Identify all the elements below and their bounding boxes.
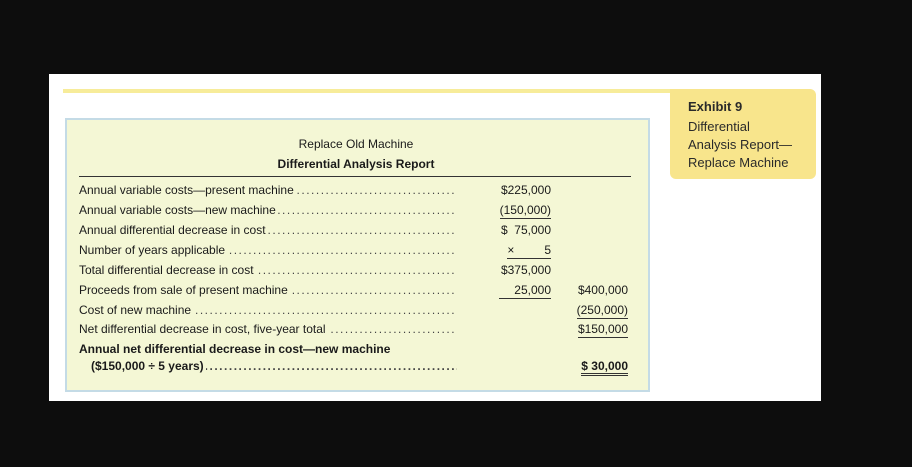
report-row bbox=[67, 303, 650, 321]
row-value-col1: (150,000) bbox=[499, 203, 551, 217]
report-row bbox=[67, 203, 650, 221]
row-label: Annual variable costs—new machine bbox=[79, 203, 276, 217]
row-label: Total differential decrease in cost bbox=[79, 263, 254, 277]
top-accent-rule bbox=[63, 89, 673, 93]
report-title: Replace Old Machine bbox=[298, 137, 414, 151]
row-label: Annual variable costs—present machine bbox=[79, 183, 294, 197]
exhibit-title: Exhibit 9 bbox=[688, 99, 743, 114]
row-value-col2: $ 30,000 bbox=[581, 359, 628, 376]
report-row bbox=[67, 283, 650, 301]
report-row bbox=[67, 322, 650, 340]
report-subtitle: Differential Analysis Report bbox=[277, 157, 435, 171]
report-row bbox=[67, 243, 650, 261]
report-row bbox=[67, 342, 650, 360]
header-rule bbox=[79, 176, 631, 177]
row-value-col1: $ 75,000 bbox=[500, 223, 551, 237]
row-value-col1: $225,000 bbox=[500, 183, 551, 197]
row-label: Number of years applicable bbox=[79, 243, 226, 257]
exhibit-subtitle-line: Analysis Report— bbox=[688, 137, 793, 152]
row-label: Annual differential decrease in cost bbox=[79, 223, 266, 237]
report-row bbox=[67, 359, 650, 377]
row-label: Annual net differential decrease in cost—new machine bbox=[79, 342, 391, 356]
report-row bbox=[67, 263, 650, 281]
row-label: Proceeds from sale of present machine bbox=[79, 283, 288, 297]
row-value-col2: $400,000 bbox=[577, 283, 628, 297]
exhibit-caption bbox=[670, 89, 816, 179]
row-value-col1: × 5 bbox=[507, 243, 551, 257]
row-value-col1: 25,000 bbox=[499, 283, 551, 299]
differential-analysis-report bbox=[65, 118, 650, 392]
row-label: Net differential decrease in cost, five-year total bbox=[79, 322, 326, 336]
row-label: ($150,000 ÷ 5 years) bbox=[79, 359, 206, 373]
row-value-col1: $375,000 bbox=[500, 263, 551, 277]
row-label: Cost of new machine bbox=[79, 303, 192, 317]
row-value-col2: $150,000 bbox=[577, 322, 628, 336]
report-row bbox=[67, 223, 650, 241]
document-page bbox=[49, 74, 821, 401]
row-value-col2: (250,000) bbox=[576, 303, 628, 317]
exhibit-subtitle-line: Replace Machine bbox=[688, 155, 789, 170]
report-row bbox=[67, 183, 650, 201]
exhibit-subtitle-line: Differential bbox=[688, 119, 750, 134]
